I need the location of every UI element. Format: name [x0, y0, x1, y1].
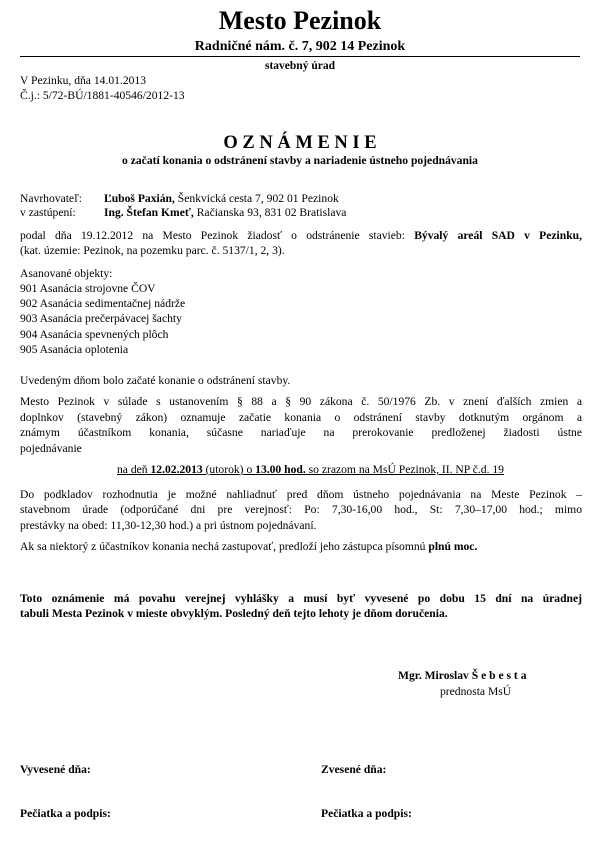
- meeting-date: 12.02.2013: [150, 463, 203, 476]
- stamp-signature-left: Pečiatka a podpis:: [20, 807, 111, 820]
- file-number: Č.j.: 5/72-BÚ/1881-40546/2012-13: [20, 89, 185, 102]
- legal-line: pojednávanie: [20, 442, 82, 455]
- meeting-time: 13.00 hod.: [255, 463, 306, 476]
- representative-label: v zastúpení:: [20, 206, 76, 219]
- list-item: 903 Asanácia prečerpávacej šachty: [20, 312, 182, 325]
- meeting-mid: (utorok) o: [202, 463, 256, 476]
- proxy-text: Ak sa niektorý z účastníkov konania nechá zastupovať, predloží jeho zástupca písomnú: [20, 540, 426, 553]
- meeting-prefix: na deň: [117, 463, 151, 476]
- list-item: 901 Asanácia strojovne ČOV: [20, 282, 156, 295]
- representative-address: Račianska 93, 831 02 Bratislava: [196, 206, 347, 219]
- signature-name: Mgr. Miroslav Š e b e s t a: [398, 669, 527, 682]
- list-item: 905 Asanácia oplotenia: [20, 343, 129, 356]
- office-name: stavebný úrad: [265, 60, 335, 72]
- request-text: podal dňa 19.12.2012 na Mesto Pezinok žiadosť o odstránenie stavieb:: [20, 229, 405, 242]
- objects-heading: Asanované objekty:: [20, 267, 113, 280]
- representative-name: Ing. Štefan Kmeť,: [104, 206, 194, 219]
- proxy-bold: plnú moc.: [428, 540, 478, 553]
- header-divider: [20, 56, 580, 57]
- removed-date-label: Zvesené dňa:: [321, 763, 387, 776]
- legal-line: doplnkov (stavebný zákon) oznamuje začatie konania o odstránení stavby dotknutým orgánom a: [20, 411, 582, 424]
- documents-line: Do podkladov rozhodnutia je možné nahliadnuť pred dňom ústneho pojednávania na Meste Pezinok –: [20, 488, 582, 501]
- meeting-line: [117, 462, 504, 478]
- city-title: Mesto Pezinok: [218, 6, 382, 35]
- list-item: 902 Asanácia sedimentačnej nádrže: [20, 297, 186, 310]
- city-address: Radničné nám. č. 7, 902 14 Pezinok: [194, 39, 406, 54]
- signature-role: prednosta MsÚ: [440, 685, 512, 698]
- request-line-1: [20, 228, 582, 244]
- public-notice-line: tabuli Mesta Pezinok v mieste obvyklým. Posledný deň tejto lehoty je dňom doručenia.: [20, 607, 448, 620]
- stamp-signature-right: Pečiatka a podpis:: [321, 807, 412, 820]
- representative-line: [104, 205, 346, 221]
- documents-line: prestávky na obed: 11,30-12,30 hod.) a pri ústnom pojednávaní.: [20, 519, 317, 532]
- place-date: V Pezinku, dňa 14.01.2013: [20, 74, 147, 87]
- notice-subtitle: o začatí konania o odstránení stavby a nariadenie ústneho pojednávania: [122, 154, 478, 167]
- documents-line: stavebnom úrade (odporúčané dni pre verejnosť: Po: 7,30-16,00 hod., St: 7,30–17,00 hod.; mimo: [20, 503, 582, 516]
- notice-title: O Z N Á M E N I E: [223, 133, 377, 153]
- list-item: 904 Asanácia spevnených plôch: [20, 328, 169, 341]
- proxy-line: [20, 539, 477, 555]
- request-line-2: (kat. územie: Pezinok, na pozemku parc. č. 5137/1, 2, 3).: [20, 244, 285, 257]
- applicant-label: Navrhovateľ:: [20, 192, 83, 205]
- applicant-name: Ľuboš Paxián,: [104, 192, 175, 205]
- legal-line: Mesto Pezinok v súlade s ustanovením § 88 a § 90 zákona č. 50/1976 Zb. v znení ďalších zmien a: [20, 395, 582, 408]
- meeting-place: so zrazom na MsÚ Pezinok, II. NP č.d. 19: [305, 463, 504, 476]
- request-building: Bývalý areál SAD v Pezinku,: [414, 229, 582, 242]
- posted-date-label: Vyvesené dňa:: [20, 763, 91, 776]
- applicant-address: Šenkvická cesta 7, 902 01 Pezinok: [177, 192, 339, 205]
- legal-line: známym účastníkom konania, súčasne nariaďuje na prerokovanie predloženej žiadosti ústne: [20, 426, 582, 439]
- public-notice-line: Toto oznámenie má povahu verejnej vyhlášky a musí byť vyvesené po dobu 15 dní na úradnej: [20, 592, 582, 605]
- procedure-started: Uvedeným dňom bolo začaté konanie o odstránení stavby.: [20, 374, 291, 387]
